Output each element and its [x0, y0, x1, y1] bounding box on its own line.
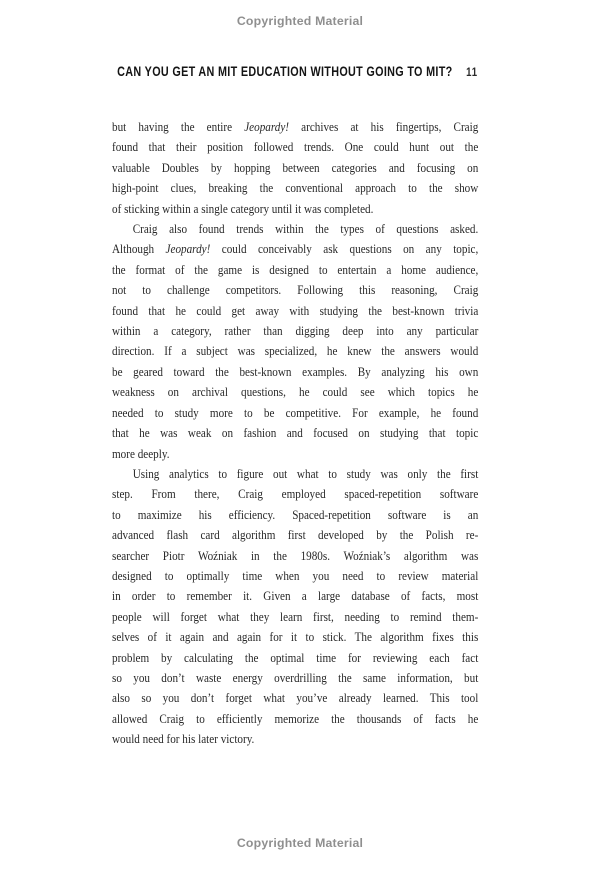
body-line: direction. If a subject was specialized, he knew the answers would	[112, 344, 479, 359]
body-line: selves of it again and again for it to stick. The algorithm fixes this	[112, 630, 479, 645]
body-line: problem by calculating the optimal time for reviewing each fact	[112, 650, 479, 665]
body-line: step. From there, Craig employed spaced-repetition software	[112, 487, 479, 502]
body-line: be geared toward the best-known examples. By analyzing his own	[112, 364, 479, 379]
body-line: needed to study more to be competitive. For example, he found	[112, 405, 479, 420]
body-line: Craig also found trends within the types of questions asked.	[132, 222, 479, 237]
running-title: CAN YOU GET AN MIT EDUCATION WITHOUT GOING TO MIT?	[117, 64, 453, 79]
body-line: also so you don’t forget what you’ve already learned. This tool	[112, 691, 479, 706]
body-line: designed to optimally time when you need to review material	[112, 568, 479, 583]
body-line: the format of the game is designed to entertain a home audience,	[112, 262, 479, 277]
body-line: of sticking within a single category until it was completed.	[112, 201, 374, 216]
body-line: high-point clues, breaking the conventional approach to the show	[112, 181, 479, 196]
body-line: valuable Doubles by hopping between categories and focusing on	[112, 160, 479, 175]
body-line: in order to remember it. Given a large database of facts, most	[112, 589, 479, 604]
body-line: searcher Piotr Woźniak in the 1980s. Woźniak’s algorithm was	[112, 548, 479, 563]
body-line: to maximize his efficiency. Spaced-repetition software is an	[112, 507, 479, 522]
body-line: would need for his later victory.	[112, 732, 255, 747]
body-line: that he was weak on fashion and focused on studying that topic	[112, 426, 479, 441]
body-line: within a category, rather than digging deep into any particular	[112, 324, 479, 339]
body-line: more deeply.	[112, 446, 170, 461]
running-header	[117, 64, 478, 79]
body-line: Although Jeopardy! could conceivably ask questions on any topic,	[112, 242, 479, 257]
copyright-notice-top: Copyrighted Material	[236, 14, 364, 28]
body-line: advanced flash card algorithm first developed by the Polish re-	[112, 528, 479, 543]
body-line: people will forget what they learn first, needing to remind them-	[112, 609, 479, 624]
copyright-notice-bottom: Copyrighted Material	[236, 836, 364, 850]
body-line: weakness on archival questions, he could see which topics he	[112, 385, 479, 400]
page-number: 11	[466, 65, 478, 79]
body-line: so you don’t waste energy overdrilling the same information, but	[112, 670, 479, 685]
body-line: but having the entire Jeopardy! archives at his fingertips, Craig	[112, 120, 479, 134]
body-line: Using analytics to figure out what to study was only the first	[132, 466, 479, 481]
body-line: found that he could get away with studying the best-known trivia	[112, 303, 479, 318]
body-text	[112, 117, 478, 750]
body-line: allowed Craig to efficiently memorize the thousands of facts he	[112, 711, 479, 726]
body-line: found that their position followed trends. One could hunt out the	[112, 140, 479, 155]
body-line: not to challenge competitors. Following this reasoning, Craig	[112, 283, 479, 298]
